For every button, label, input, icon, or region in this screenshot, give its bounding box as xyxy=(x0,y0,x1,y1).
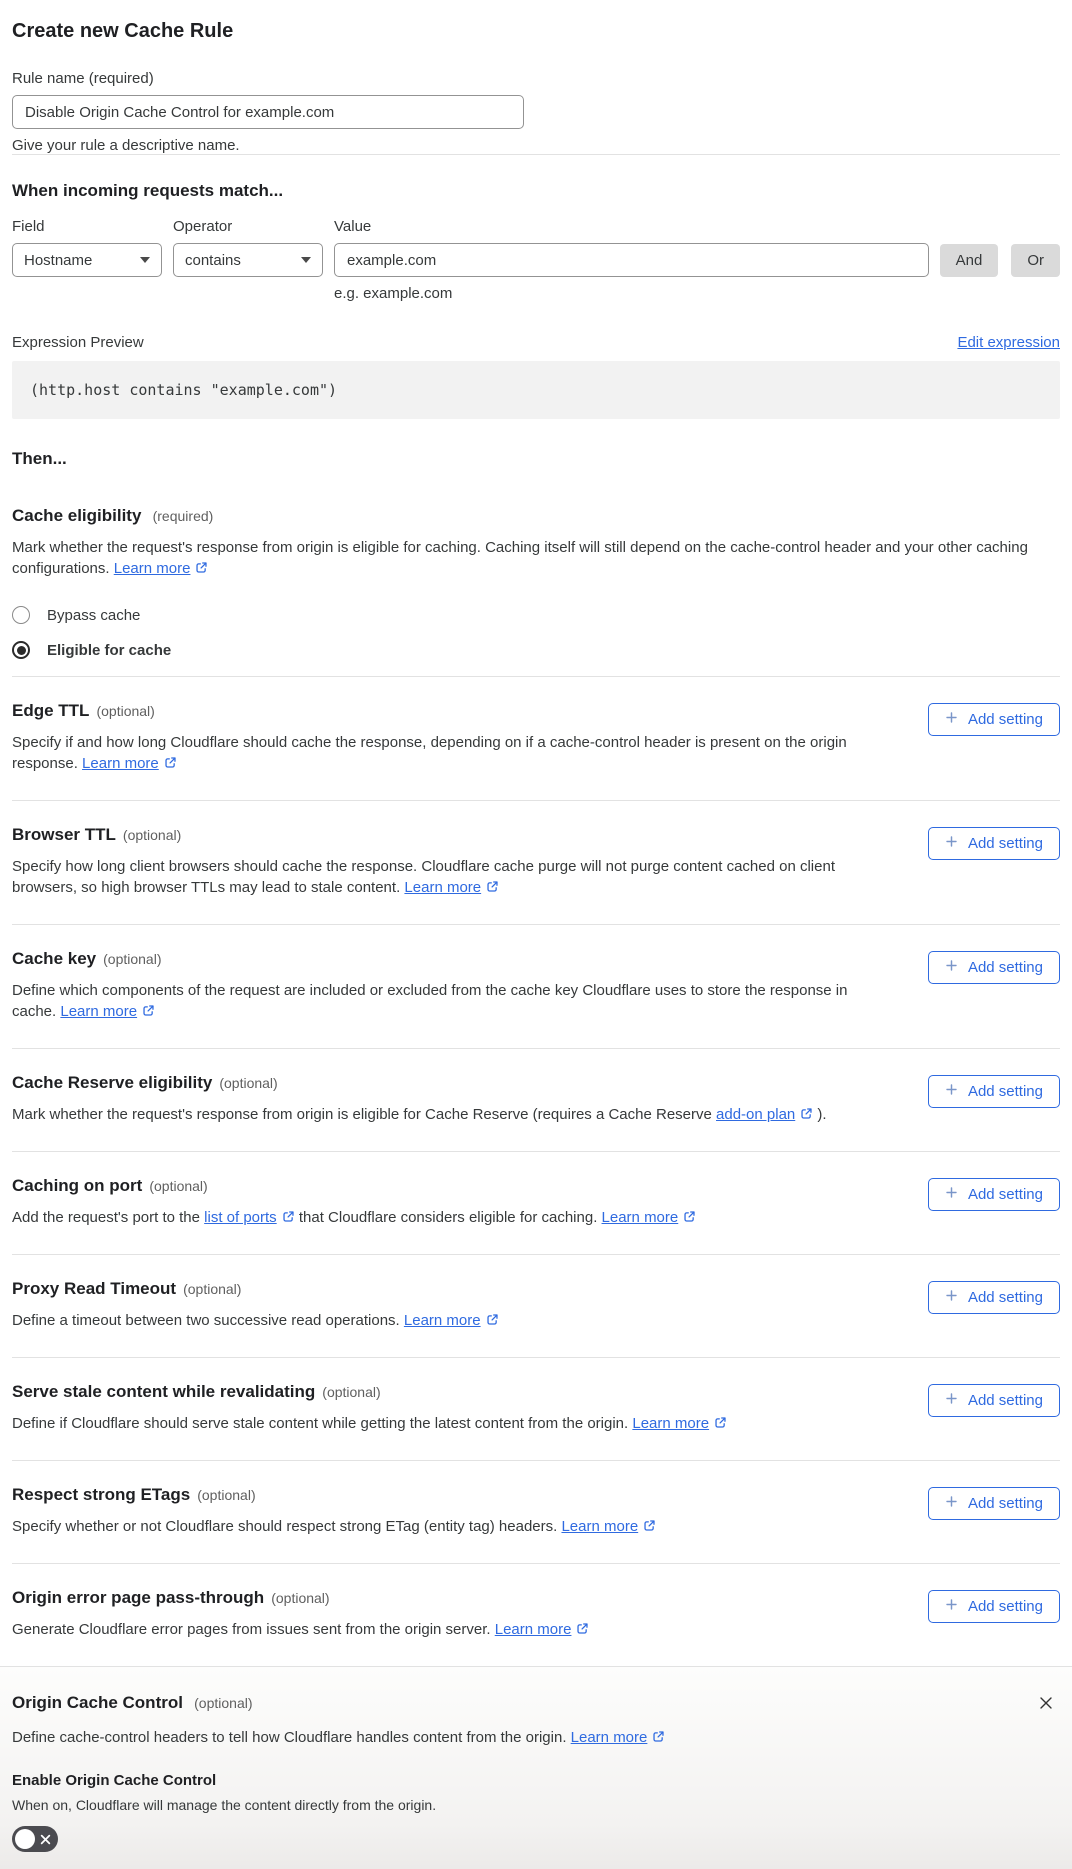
toggle-off-icon xyxy=(40,1834,51,1845)
origin-cache-control-panel xyxy=(0,1666,1072,1869)
origin-cache-control-toggle[interactable] xyxy=(12,1826,58,1852)
external-link-icon xyxy=(643,1517,656,1538)
external-link-icon xyxy=(282,1208,295,1229)
setting-description: Add the request's port to the list of ports that Cloudflare considers eligible for caching. Learn more xyxy=(12,1207,850,1229)
setting-description: Define if Cloudflare should serve stale content while getting the latest content from the origin. Learn more xyxy=(12,1413,850,1435)
setting-edge-ttl xyxy=(12,677,1060,800)
field-select-value: Hostname xyxy=(24,251,93,269)
rule-name-helper: Give your rule a descriptive name. xyxy=(12,137,240,154)
setting-title: Cache Reserve eligibility xyxy=(12,1073,213,1092)
setting-origin-error-page-pass-through xyxy=(12,1564,1060,1666)
expression-preview-header xyxy=(12,334,1060,351)
optional-tag: (optional) xyxy=(322,1384,381,1400)
setting-cache-reserve-eligibility xyxy=(12,1049,1060,1151)
plus-icon xyxy=(945,1392,958,1409)
cache-eligibility-section xyxy=(12,506,1060,580)
then-heading: Then... xyxy=(12,449,67,468)
value-helper: e.g. example.com xyxy=(334,285,453,302)
setting-caching-on-port xyxy=(12,1152,1060,1254)
origin-cache-control-description: Define cache-control headers to tell how Cloudflare handles content from the origin. Learn more xyxy=(12,1727,1056,1749)
external-link-icon xyxy=(576,1620,589,1641)
enable-origin-cache-control-description: When on, Cloudflare will manage the content directly from the origin. xyxy=(12,1797,437,1813)
add-setting-button[interactable]: Add setting xyxy=(928,1487,1060,1520)
plus-icon xyxy=(945,1083,958,1100)
field-label: Field xyxy=(12,218,45,235)
external-link-icon xyxy=(142,1002,155,1023)
plus-icon xyxy=(945,1495,958,1512)
setting-title: Respect strong ETags xyxy=(12,1485,191,1504)
setting-title: Proxy Read Timeout xyxy=(12,1279,177,1298)
setting-title: Caching on port xyxy=(12,1176,143,1195)
rule-name-block xyxy=(12,70,1060,154)
add-setting-button[interactable]: Add setting xyxy=(928,1075,1060,1108)
cache-eligibility-description: Mark whether the request's response from origin is eligible for caching. Caching itself will still depend on the cache-control header and your other caching configurations. Learn more xyxy=(12,537,1060,580)
plus-icon xyxy=(945,1598,958,1615)
add-setting-button[interactable]: Add setting xyxy=(928,951,1060,984)
enable-origin-cache-control-title: Enable Origin Cache Control xyxy=(12,1772,217,1789)
plus-icon xyxy=(945,959,958,976)
learn-more-link[interactable]: Learn more xyxy=(60,1003,155,1020)
expression-preview-label: Expression Preview xyxy=(12,334,144,351)
setting-title: Serve stale content while revalidating xyxy=(12,1382,316,1401)
plus-icon xyxy=(945,1289,958,1306)
toggle-knob xyxy=(15,1829,35,1849)
origin-cache-control-title: Origin Cache Control xyxy=(12,1693,183,1712)
rule-name-input[interactable] xyxy=(12,95,524,129)
value-label: Value xyxy=(334,218,372,235)
divider xyxy=(12,154,1060,155)
setting-description: Specify whether or not Cloudflare should respect strong ETag (entity tag) headers. Learn more xyxy=(12,1516,850,1538)
expression-preview-code: (http.host contains "example.com") xyxy=(12,361,1060,419)
field-select[interactable] xyxy=(12,243,162,277)
list-of-ports-link[interactable]: list of ports xyxy=(204,1209,295,1226)
or-button[interactable]: Or xyxy=(1011,244,1060,277)
setting-proxy-read-timeout xyxy=(12,1255,1060,1357)
setting-description: Generate Cloudflare error pages from issues sent from the origin server. Learn more xyxy=(12,1619,850,1641)
optional-tag: (optional) xyxy=(96,703,155,719)
setting-serve-stale-content xyxy=(12,1358,1060,1460)
add-setting-button[interactable]: Add setting xyxy=(928,703,1060,736)
cache-eligibility-options xyxy=(12,606,1060,659)
operator-select[interactable] xyxy=(173,243,323,277)
optional-tag: (optional) xyxy=(183,1281,242,1297)
close-icon[interactable] xyxy=(1036,1693,1056,1716)
radio-eligible-for-cache[interactable]: Eligible for cache xyxy=(12,641,1060,659)
add-setting-button[interactable]: Add setting xyxy=(928,1590,1060,1623)
external-link-icon xyxy=(652,1728,665,1749)
external-link-icon xyxy=(800,1105,813,1126)
add-on-plan-link[interactable]: add-on plan xyxy=(716,1106,813,1123)
radio-unselected-icon xyxy=(12,606,30,624)
edit-expression-link[interactable]: Edit expression xyxy=(957,334,1060,351)
optional-tag: (optional) xyxy=(149,1178,208,1194)
optional-tag: (optional) xyxy=(122,827,182,843)
radio-bypass-cache[interactable]: Bypass cache xyxy=(12,606,1060,624)
add-setting-button[interactable]: Add setting xyxy=(928,1178,1060,1211)
learn-more-link[interactable]: Learn more xyxy=(404,1312,499,1329)
setting-description: Define which components of the request are included or excluded from the cache key Cloudflare uses to store the response in cache. Learn more xyxy=(12,980,850,1023)
setting-title: Cache key xyxy=(12,949,97,968)
radio-selected-icon xyxy=(12,641,30,659)
setting-browser-ttl xyxy=(12,801,1060,924)
setting-description: Mark whether the request's response from origin is eligible for Cache Reserve (requires a Cache Reserve add-on plan ). xyxy=(12,1104,850,1126)
setting-title: Edge TTL xyxy=(12,701,90,720)
setting-description: Define a timeout between two successive read operations. Learn more xyxy=(12,1310,850,1332)
setting-description: Specify if and how long Cloudflare should cache the response, depending on if a cache-control header is present on the origin response. Learn more xyxy=(12,732,850,775)
learn-more-link[interactable]: Learn more xyxy=(404,879,499,896)
optional-tag: (optional) xyxy=(197,1487,256,1503)
learn-more-link[interactable]: Learn more xyxy=(632,1415,727,1432)
setting-respect-strong-etags xyxy=(12,1461,1060,1563)
external-link-icon xyxy=(195,559,208,580)
operator-label: Operator xyxy=(173,218,233,235)
page-title: Create new Cache Rule xyxy=(12,20,234,42)
setting-title: Browser TTL xyxy=(12,825,116,844)
add-setting-button[interactable]: Add setting xyxy=(928,1281,1060,1314)
setting-title: Origin error page pass-through xyxy=(12,1588,265,1607)
plus-icon xyxy=(945,1186,958,1203)
add-setting-button[interactable]: Add setting xyxy=(928,827,1060,860)
optional-tag: (optional) xyxy=(271,1590,330,1606)
learn-more-link[interactable]: Learn more xyxy=(561,1518,656,1535)
rule-name-label: Rule name (required) xyxy=(12,70,154,87)
external-link-icon xyxy=(164,754,177,775)
external-link-icon xyxy=(486,878,499,899)
chevron-down-icon xyxy=(140,257,150,263)
external-link-icon xyxy=(714,1414,727,1435)
required-tag: (required) xyxy=(152,508,214,524)
cache-eligibility-title: Cache eligibility xyxy=(12,506,142,525)
learn-more-link[interactable]: Learn more xyxy=(82,755,177,772)
setting-cache-key xyxy=(12,925,1060,1048)
external-link-icon xyxy=(683,1208,696,1229)
operator-select-value: contains xyxy=(185,251,241,269)
learn-more-link[interactable]: Learn more xyxy=(114,560,209,577)
match-heading: When incoming requests match... xyxy=(12,181,284,200)
and-button[interactable]: And xyxy=(940,244,999,277)
optional-tag: (optional) xyxy=(103,951,162,967)
external-link-icon xyxy=(486,1311,499,1332)
learn-more-link[interactable]: Learn more xyxy=(602,1209,697,1226)
learn-more-link[interactable]: Learn more xyxy=(495,1621,590,1638)
plus-icon xyxy=(945,835,958,852)
match-condition-row xyxy=(12,218,1060,302)
optional-tag: (optional) xyxy=(219,1075,278,1091)
add-setting-button[interactable]: Add setting xyxy=(928,1384,1060,1417)
value-input[interactable] xyxy=(334,243,929,277)
setting-description: Specify how long client browsers should cache the response. Cloudflare cache purge will not purge content cached on client browsers, so high browser TTLs may lead to stale content. Learn more xyxy=(12,856,850,899)
learn-more-link[interactable]: Learn more xyxy=(571,1729,666,1746)
plus-icon xyxy=(945,711,958,728)
optional-tag: (optional) xyxy=(194,1695,253,1711)
chevron-down-icon xyxy=(301,257,311,263)
